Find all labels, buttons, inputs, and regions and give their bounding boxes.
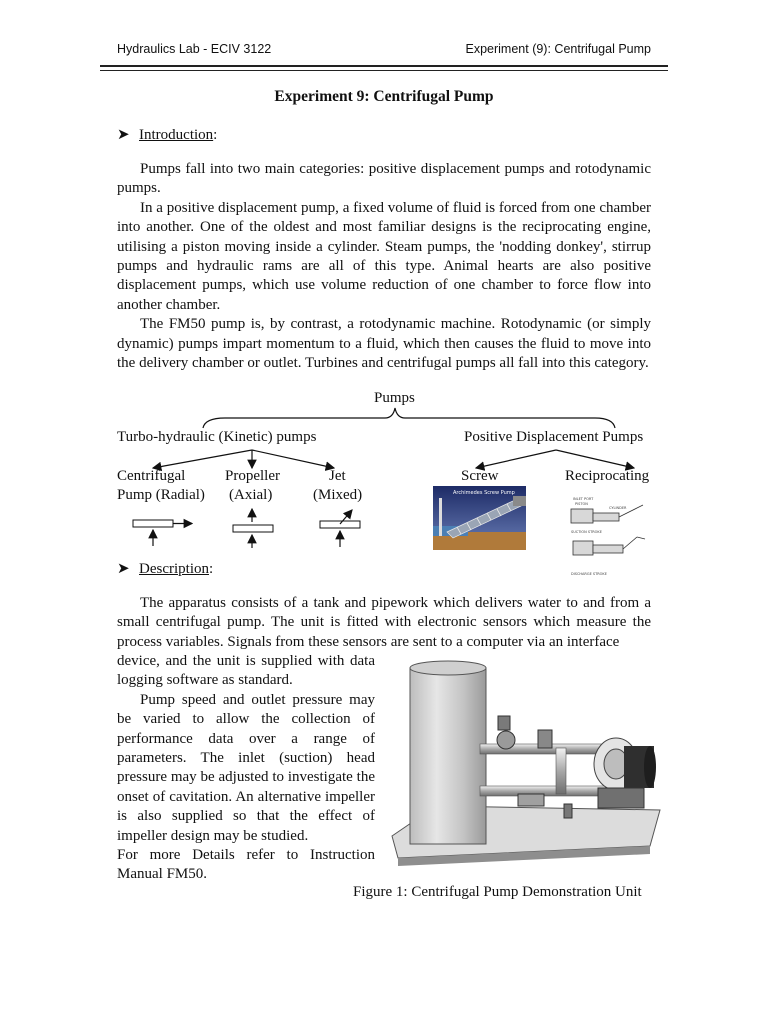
recip-label-inlet: INLET PORT [573, 497, 594, 501]
centrifugal-label: Centrifugal [117, 468, 186, 484]
positive-displacement-label: Positive Displacement Pumps [464, 429, 644, 445]
axial-flow-symbol [233, 509, 273, 548]
diagram-root-label: Pumps [374, 390, 415, 406]
screw-image-caption: Archimedes Screw Pump [453, 490, 515, 496]
classification-brace [203, 408, 615, 428]
introduction-colon: : [213, 127, 218, 143]
reciprocating-pump-image [565, 497, 661, 577]
reciprocating-label: Reciprocating [565, 468, 650, 484]
arrow-bullet-icon: ➤ [117, 127, 130, 143]
description-paragraph-2: Pump speed and outlet pressure may be varied to allow the collection of performance data over a range of parameters. The inlet (suction) head pressure may be adjusted to investigate the onset of cavitation. An alternative impeller is also supplied so that the effect of impeller design may be studied. [117, 691, 375, 844]
description-heading [117, 559, 213, 578]
recip-label-discharge: DISCHARGE STROKE [571, 572, 607, 576]
description-paragraph-1: The apparatus consists of a tank and pipework which delivers water to and from a small centrifugal pump. The unit is fitted with electronic sensors which measure the process variables. Signals from these sensors are sent to a computer via an interface [117, 595, 651, 650]
description-paragraph-1-cont: device, and the unit is supplied with data logging software as standard. [117, 653, 375, 689]
screw-pump-image [433, 486, 526, 550]
introduction-label: Introduction [139, 127, 214, 143]
description-paragraph-3: For more Details refer to Instruction Manual FM50. [117, 847, 375, 883]
page-title: Experiment 9: Centrifugal Pump [274, 88, 494, 105]
pump-unit-image [388, 660, 660, 880]
recip-label-suction: SUCTION STROKE [571, 530, 602, 534]
propeller-label: Propeller [225, 468, 280, 484]
positive-arrows [476, 450, 634, 468]
intro-paragraph-3: The FM50 pump is, by contrast, a rotodynamic machine. Rotodynamic (or simply dynamic) pumps impart momentum to a fluid, which then causes the fluid to move into the delivery chamber or outlet. Turbines and centrifugal pumps all fall into this category. [117, 316, 651, 372]
description-body [117, 594, 651, 652]
turbo-label: Turbo-hydraulic (Kinetic) pumps [117, 429, 317, 445]
screw-label: Screw [461, 468, 499, 484]
radial-flow-symbol [133, 520, 192, 546]
description-column [117, 652, 375, 885]
intro-paragraph-2: In a positive displacement pump, a fixed volume of fluid is forced from one chamber into another. One of the oldest and most familiar designs is the reciprocating engine, utilising a piston moving inside a cylinder. Steam pumps, the 'nodding donkey', stirrup pumps and hydraulic rams are all of this type. Animal hearts are also positive displacement pumps, which use volume reduction of one chamber to force flow into another chamber. [117, 199, 651, 313]
jet-sublabel: (Mixed) [313, 487, 363, 503]
figure-caption: Figure 1: Centrifugal Pump Demonstration Unit [353, 884, 642, 900]
arrow-bullet-icon: ➤ [117, 561, 130, 577]
intro-paragraph-1: Pumps fall into two main categories: positive displacement pumps and rotodynamic pumps. [117, 161, 651, 197]
recip-label-piston: PISTON [575, 502, 588, 506]
jet-label: Jet [329, 468, 346, 484]
header-experiment: Experiment (9): Centrifugal Pump [465, 42, 651, 56]
recip-label-cylinder: CYLINDER [609, 506, 627, 510]
centrifugal-sublabel: Pump (Radial) [117, 487, 205, 503]
propeller-sublabel: (Axial) [229, 487, 273, 503]
description-label: Description [139, 561, 209, 577]
mixed-flow-symbol [320, 510, 360, 547]
description-colon: : [208, 561, 214, 577]
header-course: Hydraulics Lab - ECIV 3122 [117, 42, 272, 56]
kinetic-arrows [153, 450, 334, 468]
